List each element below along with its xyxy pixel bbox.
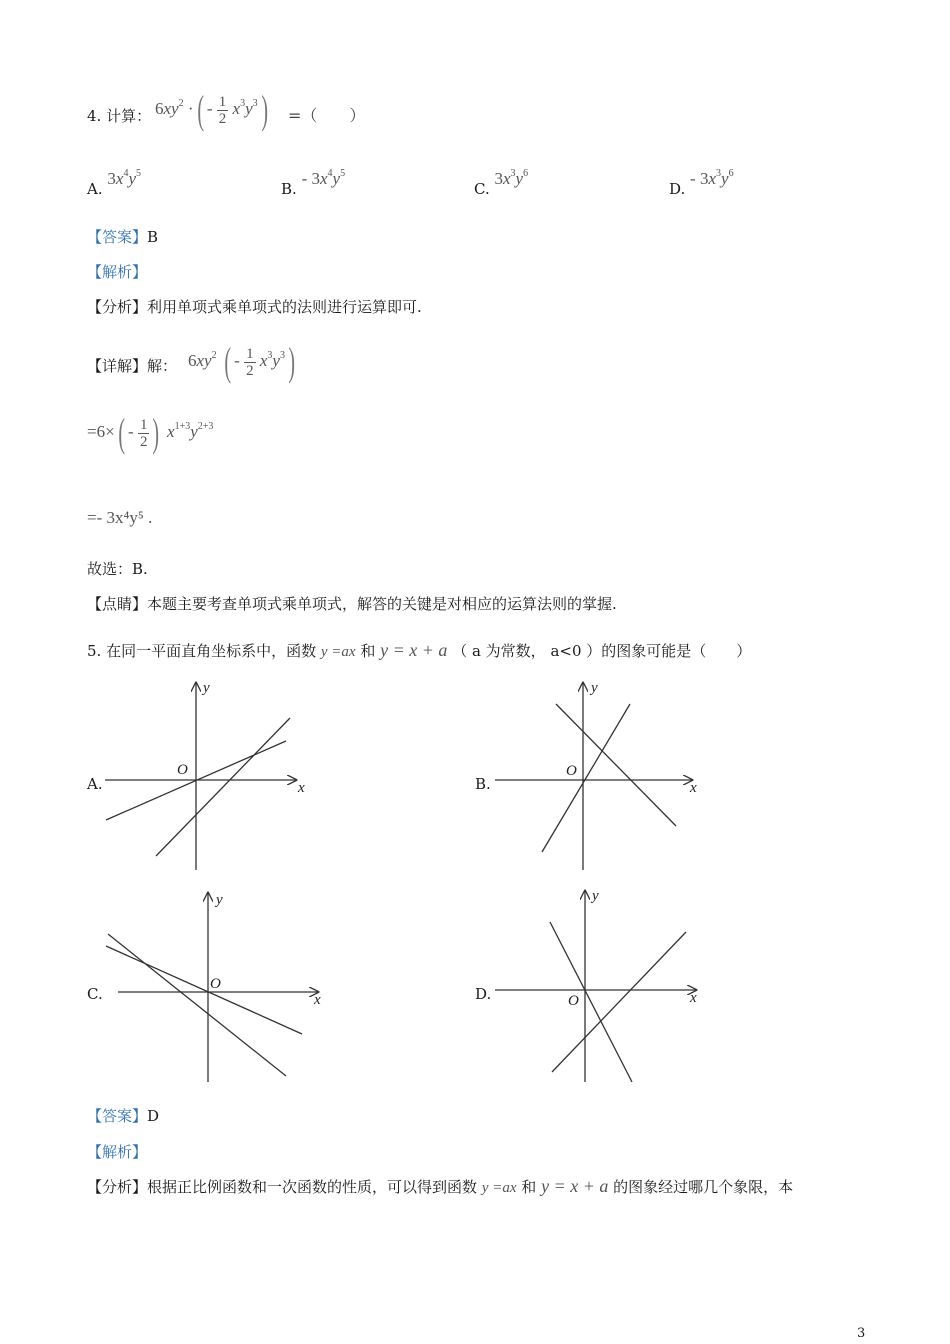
q4-fenxi: 【分析】利用单项式乘单项式的法则进行运算即可. — [87, 298, 422, 316]
q5-f2: y = x + a — [380, 640, 448, 660]
q4-option-c: C. $3x^3y^6$ — [474, 168, 529, 198]
page-number: 3 — [857, 1326, 866, 1341]
line-2 — [108, 934, 286, 1076]
answer-tag: 【答案】 — [87, 228, 148, 246]
answer-value: D — [147, 1107, 160, 1125]
answer-tag: 【答案】 — [87, 1107, 148, 1125]
q4-option-a: A. $3x^4y^5$ — [87, 168, 141, 198]
q5-stem: 5. 在同一平面直角坐标系中，函数 y =ax 和 y = x + a （ a 为常数， a<0 ）的图象可能是（ ） — [87, 640, 752, 660]
q4-answer — [87, 226, 158, 247]
q4-xiangjie: 【详解】解： — [87, 357, 178, 375]
graph-b-label: B. — [475, 775, 491, 793]
q5-analysis-tag: 【解析】 — [87, 1143, 148, 1161]
y-label: y — [591, 680, 598, 696]
q4-xiangjie-expr: $6xy^2$ ( - $\frac{1}{2}$ $x^3y^3$) — [188, 339, 295, 384]
origin-label: O — [566, 763, 577, 779]
origin-label: O — [177, 762, 188, 778]
q4-expression: $6xy^2$ ·( - $\frac{1}{2}$ $x^3y^3$) — [155, 87, 268, 132]
q4-option-b: B. - $3x^4y^5$ — [281, 168, 346, 198]
graph-d-label: D. — [475, 985, 492, 1003]
origin-label: O — [568, 993, 579, 1009]
q5-f1: y =ax — [320, 644, 356, 660]
graph-d — [490, 886, 710, 1086]
graph-c — [100, 888, 330, 1086]
q4-analysis-tag: 【解析】 — [87, 263, 148, 281]
x-label: x — [314, 992, 321, 1008]
graph-a — [100, 678, 320, 874]
graph-c-label: C. — [87, 985, 103, 1003]
q4-step3: =- 3x⁴y⁵ . — [87, 508, 153, 527]
graph-a-label: A. — [87, 775, 103, 793]
y-label: y — [592, 888, 599, 904]
origin-label: O — [210, 976, 221, 992]
line-1 — [106, 946, 302, 1034]
x-label: x — [298, 780, 305, 796]
x-label: x — [690, 780, 697, 796]
y-label: y — [216, 892, 223, 908]
graph-b — [490, 678, 710, 874]
line-2 — [156, 718, 290, 856]
q4-blank: =（ ） — [288, 106, 366, 125]
q4-choose: 故选：B. — [87, 560, 148, 578]
answer-value: B — [147, 228, 159, 246]
q4-step2: =6×( - $\frac{1}{2}$ ) $x^{1+3}y^{2+3}$ — [87, 410, 214, 455]
line-1 — [542, 704, 630, 852]
q5-fenxi: 【分析】根据正比例函数和一次函数的性质，可以得到函数 y =ax 和 y = x + a 的图象经过哪几个象限，本 — [87, 1176, 794, 1196]
y-label: y — [203, 680, 210, 696]
x-label: x — [690, 990, 697, 1006]
q4-label: 4. 计算： — [87, 107, 152, 125]
q4-option-d: D. - $3x^3y^6$ — [669, 168, 734, 198]
q4-dianjing: 【点睛】本题主要考查单项式乘单项式，解答的关键是对相应的运算法则的掌握. — [87, 595, 617, 613]
q4-stem — [87, 105, 151, 126]
q5-answer — [87, 1105, 159, 1126]
